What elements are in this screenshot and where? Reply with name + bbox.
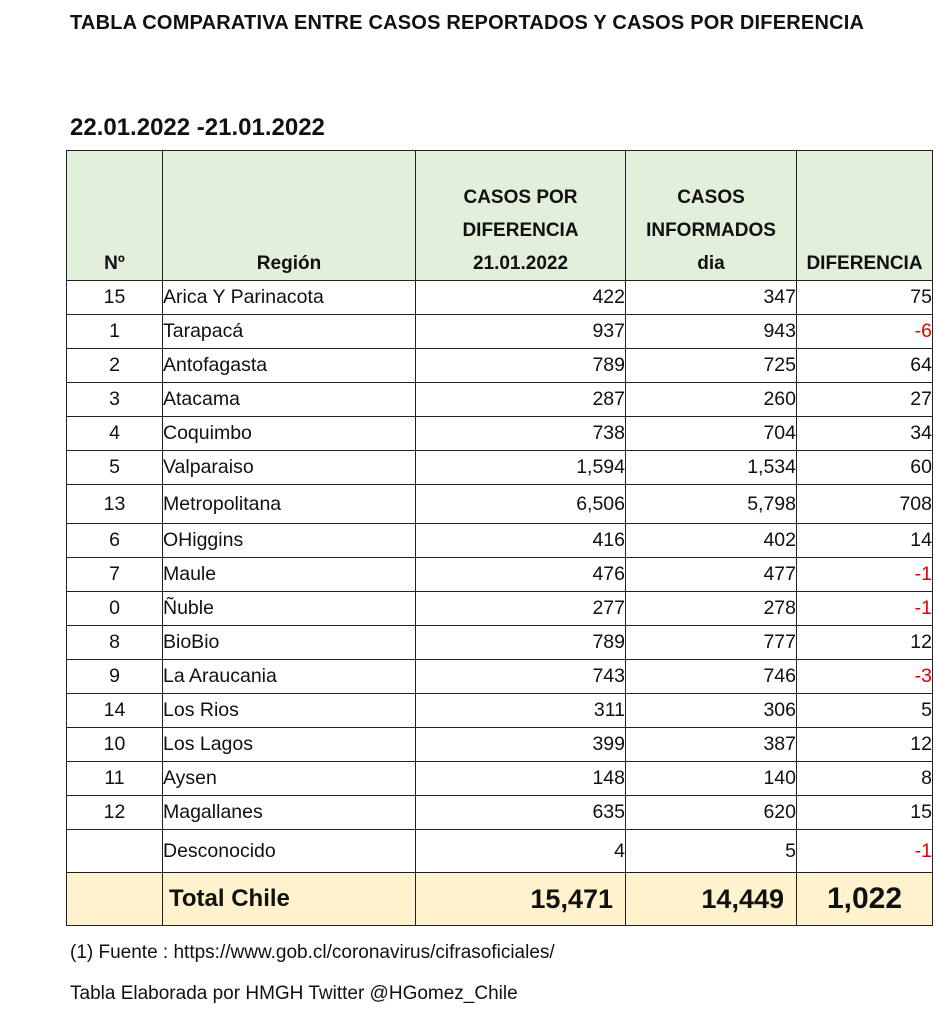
row-num-cell: 10 [67, 728, 163, 762]
row-casos-diferencia-cell: 399 [416, 728, 626, 762]
row-region-cell: Arica Y Parinacota [163, 281, 416, 315]
row-casos-informados-cell: 5 [626, 830, 797, 873]
row-diferencia-cell: 34 [797, 417, 933, 451]
row-diferencia-cell: 12 [797, 728, 933, 762]
row-casos-informados-cell: 943 [626, 315, 797, 349]
row-casos-informados-cell: 746 [626, 660, 797, 694]
row-diferencia-cell: 12 [797, 626, 933, 660]
row-region-cell: Valparaiso [163, 451, 416, 485]
row-num-cell [67, 830, 163, 873]
table-row [67, 592, 933, 626]
row-region-cell: BioBio [163, 626, 416, 660]
table-body [67, 281, 933, 873]
row-diferencia-cell: -1 [797, 558, 933, 592]
row-region-cell: Desconocido [163, 830, 416, 873]
row-num-cell: 11 [67, 762, 163, 796]
row-casos-informados-cell: 260 [626, 383, 797, 417]
row-casos-diferencia-cell: 277 [416, 592, 626, 626]
row-casos-informados-cell: 5,798 [626, 485, 797, 524]
row-region-cell: Ñuble [163, 592, 416, 626]
row-casos-informados-cell: 347 [626, 281, 797, 315]
row-num-cell: 9 [67, 660, 163, 694]
row-diferencia-cell: 708 [797, 485, 933, 524]
row-region-cell: Aysen [163, 762, 416, 796]
row-num-cell: 13 [67, 485, 163, 524]
header-casos-diferencia [416, 151, 626, 281]
row-casos-informados-cell: 306 [626, 694, 797, 728]
table-row [67, 796, 933, 830]
table-row [67, 626, 933, 660]
row-casos-informados-cell: 1,534 [626, 451, 797, 485]
row-num-cell: 0 [67, 592, 163, 626]
row-casos-diferencia-cell: 738 [416, 417, 626, 451]
row-num-cell: 2 [67, 349, 163, 383]
table-row [67, 383, 933, 417]
total-casos-informados: 14,449 [626, 873, 797, 926]
row-casos-informados-cell: 725 [626, 349, 797, 383]
total-label: Total Chile [163, 873, 416, 926]
row-casos-informados-cell: 704 [626, 417, 797, 451]
row-num-cell: 15 [67, 281, 163, 315]
header-casos-informados [626, 151, 797, 281]
row-num-cell: 4 [67, 417, 163, 451]
row-region-cell: La Araucania [163, 660, 416, 694]
row-casos-informados-cell: 278 [626, 592, 797, 626]
total-row [67, 873, 933, 926]
total-diferencia: 1,022 [797, 873, 933, 926]
row-casos-informados-cell: 140 [626, 762, 797, 796]
total-casos-diferencia: 15,471 [416, 873, 626, 926]
table-row [67, 660, 933, 694]
row-casos-diferencia-cell: 287 [416, 383, 626, 417]
row-diferencia-cell: 64 [797, 349, 933, 383]
row-casos-diferencia-cell: 4 [416, 830, 626, 873]
total-num-cell [67, 873, 163, 926]
row-casos-informados-cell: 387 [626, 728, 797, 762]
author-note: Tabla Elaborada por HMGH Twitter @HGomez_Chile [70, 983, 518, 1004]
row-region-cell: Coquimbo [163, 417, 416, 451]
row-diferencia-cell: -1 [797, 592, 933, 626]
header-casos-diferencia-line: 21.01.2022 [472, 253, 569, 274]
row-casos-diferencia-cell: 416 [416, 524, 626, 558]
row-casos-diferencia-cell: 6,506 [416, 485, 626, 524]
row-num-cell: 14 [67, 694, 163, 728]
table-row [67, 417, 933, 451]
header-num: Nº [67, 151, 163, 281]
table-row [67, 762, 933, 796]
header-casos-informados-line: CASOS [677, 187, 745, 208]
row-region-cell: Atacama [163, 383, 416, 417]
row-region-cell: Magallanes [163, 796, 416, 830]
row-casos-diferencia-cell: 422 [416, 281, 626, 315]
row-diferencia-cell: 5 [797, 694, 933, 728]
table-row [67, 451, 933, 485]
row-casos-diferencia-cell: 743 [416, 660, 626, 694]
header-casos-diferencia-line: DIFERENCIA [462, 220, 579, 241]
row-num-cell: 3 [67, 383, 163, 417]
table-row [67, 728, 933, 762]
row-num-cell: 1 [67, 315, 163, 349]
table-row [67, 281, 933, 315]
row-casos-diferencia-cell: 937 [416, 315, 626, 349]
table-row [67, 558, 933, 592]
row-region-cell: Los Lagos [163, 728, 416, 762]
row-diferencia-cell: 27 [797, 383, 933, 417]
date-range: 22.01.2022 -21.01.2022 [70, 114, 325, 141]
table-row [67, 315, 933, 349]
header-region: Región [163, 151, 416, 281]
row-casos-diferencia-cell: 789 [416, 349, 626, 383]
page-title: TABLA COMPARATIVA ENTRE CASOS REPORTADOS Y CASOS POR DIFERENCIA [70, 12, 865, 34]
row-diferencia-cell: -3 [797, 660, 933, 694]
header-casos-informados-line: dia [697, 253, 725, 274]
row-diferencia-cell: -6 [797, 315, 933, 349]
row-casos-diferencia-cell: 789 [416, 626, 626, 660]
row-casos-diferencia-cell: 635 [416, 796, 626, 830]
row-casos-informados-cell: 402 [626, 524, 797, 558]
row-region-cell: Tarapacá [163, 315, 416, 349]
source-note: (1) Fuente : https://www.gob.cl/coronavirus/cifrasoficiales/ [70, 942, 555, 963]
row-region-cell: Maule [163, 558, 416, 592]
row-casos-informados-cell: 620 [626, 796, 797, 830]
row-casos-diferencia-cell: 1,594 [416, 451, 626, 485]
table-row [67, 349, 933, 383]
row-diferencia-cell: 8 [797, 762, 933, 796]
comparison-table [66, 150, 933, 926]
header-casos-diferencia-line: CASOS POR [463, 187, 578, 208]
row-num-cell: 8 [67, 626, 163, 660]
row-num-cell: 6 [67, 524, 163, 558]
row-casos-informados-cell: 477 [626, 558, 797, 592]
table-row [67, 694, 933, 728]
row-num-cell: 5 [67, 451, 163, 485]
table-row [67, 485, 933, 524]
row-diferencia-cell: 15 [797, 796, 933, 830]
row-region-cell: Antofagasta [163, 349, 416, 383]
row-num-cell: 7 [67, 558, 163, 592]
row-diferencia-cell: 60 [797, 451, 933, 485]
table-row [67, 524, 933, 558]
row-num-cell: 12 [67, 796, 163, 830]
row-diferencia-cell: -1 [797, 830, 933, 873]
row-casos-informados-cell: 777 [626, 626, 797, 660]
table-row [67, 830, 933, 873]
row-region-cell: OHiggins [163, 524, 416, 558]
row-region-cell: Los Rios [163, 694, 416, 728]
row-diferencia-cell: 14 [797, 524, 933, 558]
header-row [67, 151, 933, 281]
header-casos-informados-line: INFORMADOS [646, 220, 776, 241]
header-diferencia: DIFERENCIA [797, 151, 933, 281]
row-region-cell: Metropolitana [163, 485, 416, 524]
row-casos-diferencia-cell: 476 [416, 558, 626, 592]
row-diferencia-cell: 75 [797, 281, 933, 315]
row-casos-diferencia-cell: 148 [416, 762, 626, 796]
row-casos-diferencia-cell: 311 [416, 694, 626, 728]
